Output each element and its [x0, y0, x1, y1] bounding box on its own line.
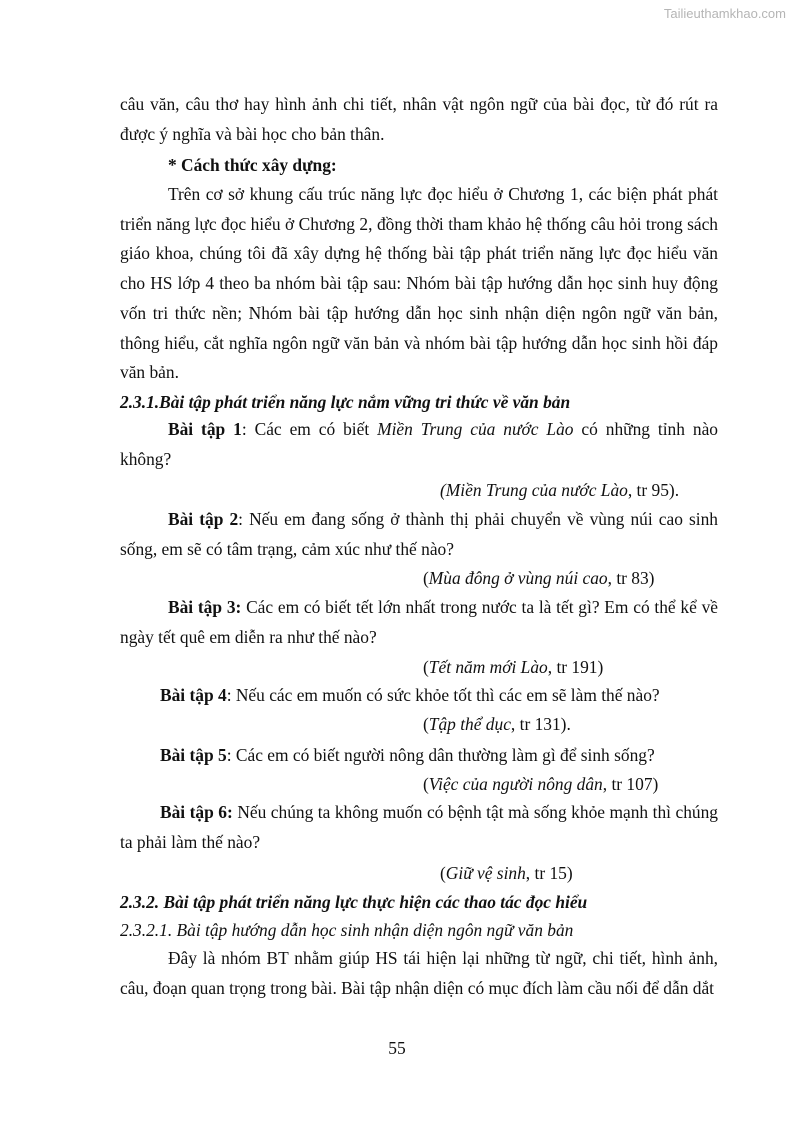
paragraph-intro: câu văn, câu thơ hay hình ảnh chi tiết, nhân vật ngôn ngữ của bài đọc, từ đó rút ra được ý nghĩa và bài học cho bản thân.: [120, 94, 718, 144]
cite-title: Việc của người nông dân: [428, 774, 603, 794]
exercise-6: [120, 798, 718, 857]
exercise-text: Các em có biết người nông dân thường làm gì để sinh sống?: [235, 745, 655, 765]
exercise-4: [160, 680, 660, 710]
citation-5: [423, 769, 658, 799]
cite-title: Miền Trung của nước Lào: [445, 480, 628, 500]
heading-2-3-2: 2.3.2. Bài tập phát triển năng lực thực hiện các thao tác đọc hiểu: [120, 892, 588, 912]
cite-open: (: [423, 568, 429, 588]
citation-6: [440, 858, 573, 888]
paragraph-recognition: Đây là nhóm BT nhằm giúp HS tái hiện lại những từ ngữ, chi tiết, hình ảnh, câu, đoạn quan trọng trong bài. Bài tập nhận diện có mục đích làm cầu nối để dẫn dắt: [120, 948, 718, 998]
cite-page: , tr 15): [525, 863, 573, 883]
exercise-text-italic: Miền Trung của nước Lào: [377, 419, 574, 439]
exercise-label: Bài tập 6:: [160, 802, 233, 822]
heading-method: [168, 150, 337, 180]
exercise-label: Bài tập 1: [168, 419, 242, 439]
exercise-2: [120, 505, 718, 564]
cite-open: (: [440, 480, 446, 500]
paragraph-method: Trên cơ sở khung cấu trúc năng lực đọc hiểu ở Chương 1, các biện phát phát triển năng lực đọc hiểu ở Chương 2, đồng thời tham khảo hệ thống câu hỏi trong sách giáo khoa, chúng tôi đã xây dựng hệ thống bài tập phát triển năng lực đọc hiểu văn cho HS lớp 4 theo ba nhóm bài tập sau: Nhóm bài tập hướng dẫn học sinh huy động vốn tri thức nền; Nhóm bài tập hướng dẫn học sinh nhận diện ngôn ngữ văn bản, thông hiểu, cắt nghĩa ngôn ngữ văn bản và nhóm bài tập hướng dẫn học sinh hồi đáp văn bản.: [120, 184, 718, 383]
exercise-text: có những tỉnh nào không?: [120, 419, 718, 469]
citation-1: [440, 475, 679, 505]
citation-2: [423, 563, 654, 593]
exercise-text: Nếu chúng ta không muốn có bệnh tật mà sống khỏe mạnh thì chúng ta phải làm thế nào?: [120, 802, 719, 852]
exercise-text: Các em có biết: [254, 419, 378, 439]
sep: :: [226, 685, 236, 705]
citation-3: [423, 652, 603, 682]
cite-page: , tr 131).: [510, 714, 571, 734]
cite-title: Tập thể dục: [428, 714, 511, 734]
cite-open: (: [423, 714, 429, 734]
exercise-5: [160, 740, 655, 770]
sep: :: [238, 509, 250, 529]
cite-page: , tr 191): [547, 657, 604, 677]
cite-open: (: [423, 774, 429, 794]
cite-title: Giữ vệ sinh: [445, 863, 526, 883]
heading-2-3-1: 2.3.1.Bài tập phát triển năng lực nắm vững tri thức về văn bản: [120, 392, 571, 412]
cite-title: Mùa đông ở vùng núi cao: [428, 568, 608, 588]
exercise-text: Các em có biết tết lớn nhất trong nước ta là tết gì? Em có thể kể về ngày tết quê em diễn ra như thế nào?: [120, 597, 718, 647]
cite-page: , tr 107): [602, 774, 659, 794]
watermark: Tailieuthamkhao.com: [663, 6, 786, 21]
cite-page: , tr 83): [607, 568, 655, 588]
cite-title: Tết năm mới Lào: [428, 657, 548, 677]
page-number: 55: [388, 1038, 406, 1058]
cite-open: (: [440, 863, 446, 883]
citation-4: [423, 709, 571, 739]
exercise-1: [120, 415, 718, 474]
exercise-text: Nếu các em muốn có sức khỏe tốt thì các em sẽ làm thế nào?: [235, 685, 660, 705]
cite-page: , tr 95).: [627, 480, 680, 500]
sep: :: [241, 419, 255, 439]
heading-method-text: * Cách thức xây dựng:: [168, 155, 337, 175]
exercise-text: Nếu em đang sống ở thành thị phải chuyển về vùng núi cao sinh sống, em sẽ có tâm trạng, cảm xúc như thế nào?: [120, 509, 718, 559]
exercise-3: [120, 593, 718, 652]
sep: :: [226, 745, 236, 765]
exercise-label: Bài tập 3:: [168, 597, 242, 617]
exercise-label: Bài tập 2: [168, 509, 239, 529]
exercise-label: Bài tập 5: [160, 745, 227, 765]
heading-2-3-2-1: 2.3.2.1. Bài tập hướng dẫn học sinh nhận diện ngôn ngữ văn bản: [120, 920, 574, 940]
cite-open: (: [423, 657, 429, 677]
exercise-label: Bài tập 4: [160, 685, 227, 705]
